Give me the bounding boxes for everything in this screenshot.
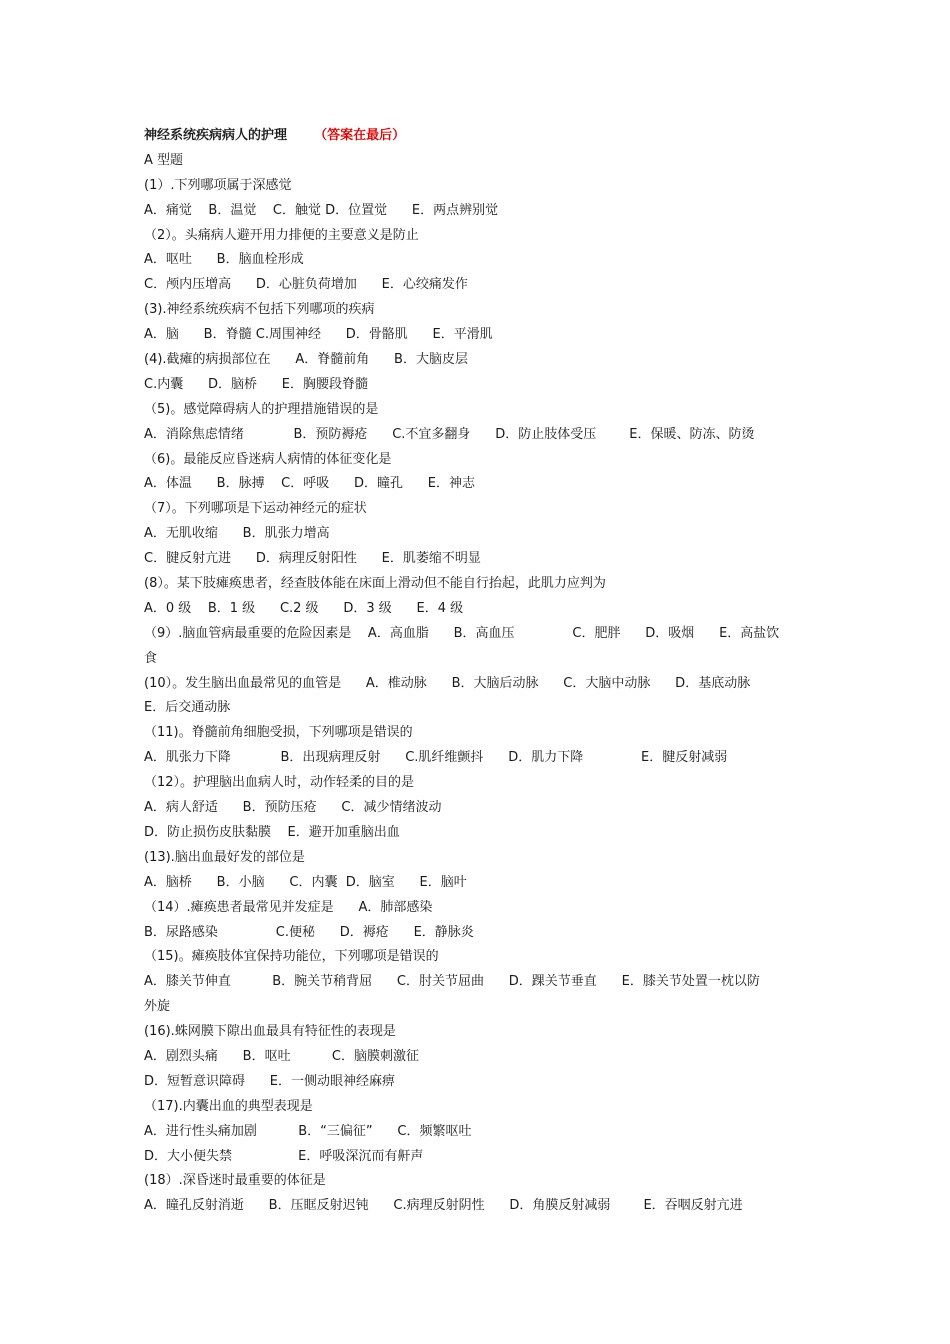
text-line: (1）.下列哪项属于深感觉 <box>144 177 292 193</box>
text-line: A．瞳孔反射消逝 B．压眶反射迟钝 C.病理反射阴性 D．角膜反射减弱 E．吞咽反射亢进 <box>144 1198 743 1214</box>
text-line: 食 <box>144 650 158 666</box>
text-line: （6)。最能反应昏迷病人病情的体征变化是 <box>144 451 392 467</box>
text-line: (18）.深昏迷时最重要的体征是 <box>144 1173 326 1189</box>
text-line: A．0 级 B．1 级 C.2 级 D．3 级 E．4 级 <box>144 600 464 616</box>
text-line: A．痛觉 B．温觉 C．触觉 D．位置觉 E．两点辨别觉 <box>144 202 499 218</box>
document-page <box>144 124 814 1219</box>
text-line: (16).蛛网膜下隙出血最具有特征性的表现是 <box>144 1024 396 1040</box>
text-line: A．消除焦虑情绪 B．预防褥疮 C.不宜多翻身 D．防止肢体受压 E．保暖、防冻、防烫 <box>144 426 755 442</box>
text-line: D．短暂意识障碍 E．一侧动眼神经麻痹 <box>144 1073 396 1089</box>
text-line: (13).脑出血最好发的部位是 <box>144 849 305 865</box>
text-line: A．膝关节伸直 B．腕关节稍背屈 C．肘关节屈曲 D．踝关节垂直 E．膝关节处置一枕以防 <box>144 974 760 990</box>
text-line: (10）。发生脑出血最常见的血管是 A．椎动脉 B．大脑后动脉 C．大脑中动脉 D．基底动脉 <box>144 675 751 691</box>
text-line: （12）。护理脑出血病人时，动作轻柔的目的是 <box>144 775 415 791</box>
title-gap <box>287 128 314 143</box>
text-line: C．颅内压增高 D．心脏负荷增加 E．心绞痛发作 <box>144 277 468 293</box>
text-line: E．后交通动脉 <box>144 700 231 716</box>
text-line: B．尿路感染 C.便秘 D．褥疮 E．静脉炎 <box>144 924 474 940</box>
text-line: A．剧烈头痛 B．呕吐 C．脑膜刺激征 <box>144 1048 420 1064</box>
text-line: (3).神经系统疾病不包括下列哪项的疾病 <box>144 302 375 318</box>
text-line: （14）.瘫痪患者最常见并发症是 A．肺部感染 <box>144 899 433 915</box>
text-line: D．防止损伤皮肤黏膜 E．避开加重脑出血 <box>144 824 400 840</box>
text-line: A．体温 B．脉搏 C．呼吸 D．瞳孔 E．神志 <box>144 476 476 492</box>
text-line: （2）。头痛病人避开用力排便的主要意义是防止 <box>144 227 419 243</box>
answer-note: （答案在最后） <box>314 128 406 143</box>
text-line: (4).截瘫的病损部位在 A．脊髓前角 B．大脑皮层 <box>144 352 468 368</box>
question-list <box>144 149 814 1219</box>
document-title: 神经系统疾病病人的护理 <box>144 128 288 143</box>
text-line: （11)。脊髓前角细胞受损，下列哪项是错误的 <box>144 725 413 741</box>
text-line: A．无肌收缩 B．肌张力增高 <box>144 526 330 542</box>
text-line: (8）。某下肢瘫痪患者，经查肢体能在床面上滑动但不能自行抬起，此肌力应判为 <box>144 576 606 592</box>
text-line: （9）.脑血管病最重要的危险因素是 A．高血脂 B．高血压 C．肥胖 D．吸烟 E．高盐饮 <box>144 625 780 641</box>
text-line: 外旋 <box>144 999 171 1015</box>
text-line: C.内囊 D．脑桥 E．胸腰段脊髓 <box>144 376 369 392</box>
text-line: A．病人舒适 B．预防压疮 C．减少情绪波动 <box>144 800 442 816</box>
text-line: （7）。下列哪项是下运动神经元的症状 <box>144 501 367 517</box>
text-line: A．脑 B．脊髓 C.周围神经 D．骨骼肌 E．平滑肌 <box>144 327 493 343</box>
text-line: A．肌张力下降 B．出现病理反射 C.肌纤维颤抖 D．肌力下降 E．腱反射减弱 <box>144 750 728 766</box>
document-title-line <box>144 124 814 149</box>
text-line: （15)。瘫痪肢体宜保持功能位，下列哪项是错误的 <box>144 949 439 965</box>
text-line: （5)。感觉障碍病人的护理措施错误的是 <box>144 401 379 417</box>
text-line: C．腱反射亢进 D．病理反射阳性 E．肌萎缩不明显 <box>144 551 481 567</box>
text-line: （17).内囊出血的典型表现是 <box>144 1098 313 1114</box>
text-line: A．进行性头痛加剧 B．“三偏征” C．频繁呕吐 <box>144 1123 472 1139</box>
text-line: A 型题 <box>144 152 184 168</box>
text-line: D．大小便失禁 E．呼吸深沉而有鼾声 <box>144 1148 424 1164</box>
text-line: A．呕吐 B．脑血栓形成 <box>144 252 304 268</box>
text-line: A．脑桥 B．小脑 C．内囊 D．脑室 E．脑叶 <box>144 874 467 890</box>
